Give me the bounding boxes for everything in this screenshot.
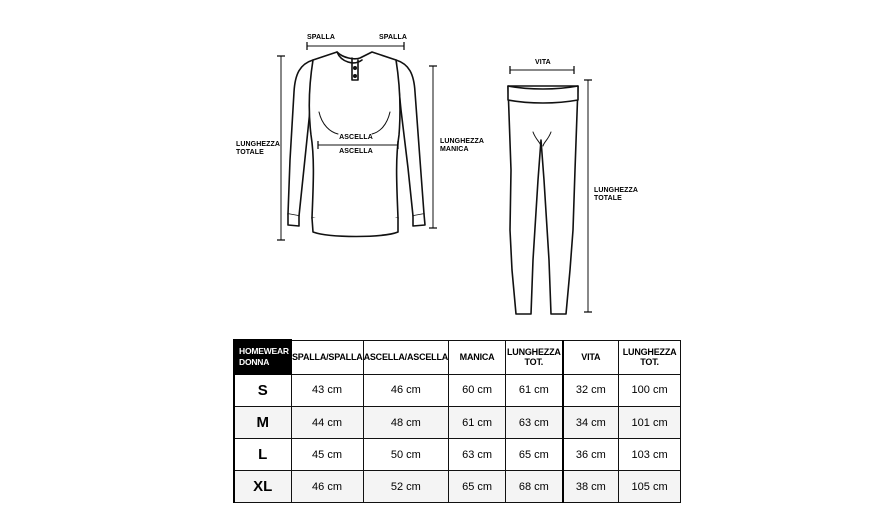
pants-drawing (508, 86, 578, 314)
table-cell: 50 cm (363, 439, 449, 471)
label-armpit-bottom: ASCELLA (339, 148, 373, 155)
size-chart-table (233, 339, 681, 503)
table-cell: 36 cm (563, 439, 619, 471)
table-cell: 63 cm (506, 407, 563, 439)
table-cell: 32 cm (563, 374, 619, 407)
label-shoulder-right: SPALLA (379, 34, 408, 41)
size-label: S (234, 374, 291, 407)
table-cell: 63 cm (449, 439, 506, 471)
table-cell: 46 cm (291, 471, 363, 503)
table-row (234, 471, 681, 503)
table-cell: 103 cm (619, 439, 681, 471)
table-cell: 61 cm (449, 407, 506, 439)
table-row (234, 439, 681, 471)
table-cell: 45 cm (291, 439, 363, 471)
table-cell: 68 cm (506, 471, 563, 503)
size-label: L (234, 439, 291, 471)
table-cell: 101 cm (619, 407, 681, 439)
table-row (234, 374, 681, 407)
table-cell: 46 cm (363, 374, 449, 407)
table-cell: 34 cm (563, 407, 619, 439)
table-cell: 105 cm (619, 471, 681, 503)
col-header-sleeve: MANICA (449, 340, 506, 374)
col-header-pants-length: LUNGHEZZA TOT. (619, 340, 681, 374)
table-cell: 44 cm (291, 407, 363, 439)
table-cell: 61 cm (506, 374, 563, 407)
sweater-drawing (288, 52, 425, 237)
label-pants-total-length: LUNGHEZZA TOTALE (594, 187, 639, 202)
col-header-shoulder: SPALLA/SPALLA (291, 340, 363, 374)
table-cell: 100 cm (619, 374, 681, 407)
label-shoulder-left: SPALLA (307, 34, 336, 41)
size-label: XL (234, 471, 291, 503)
label-armpit-top: ASCELLA (339, 134, 373, 141)
table-cell: 48 cm (363, 407, 449, 439)
col-header-armpit: ASCELLA/ASCELLA (363, 340, 449, 374)
table-cell: 52 cm (363, 471, 449, 503)
table-cell: 38 cm (563, 471, 619, 503)
label-shirt-total-length: LUNGHEZZA TOTALE (236, 141, 281, 156)
label-sleeve-length: LUNGHEZZA MANICA (440, 138, 485, 153)
table-header-row (234, 340, 681, 374)
col-header-waist: VITA (563, 340, 619, 374)
table-corner-header: HOMEWEAR DONNA (234, 340, 291, 374)
table-cell: 65 cm (449, 471, 506, 503)
table-cell: 43 cm (291, 374, 363, 407)
table-cell: 65 cm (506, 439, 563, 471)
table-row (234, 407, 681, 439)
col-header-shirt-length: LUNGHEZZA TOT. (506, 340, 563, 374)
size-label: M (234, 407, 291, 439)
table-cell: 60 cm (449, 374, 506, 407)
label-waist: VITA (535, 59, 551, 66)
